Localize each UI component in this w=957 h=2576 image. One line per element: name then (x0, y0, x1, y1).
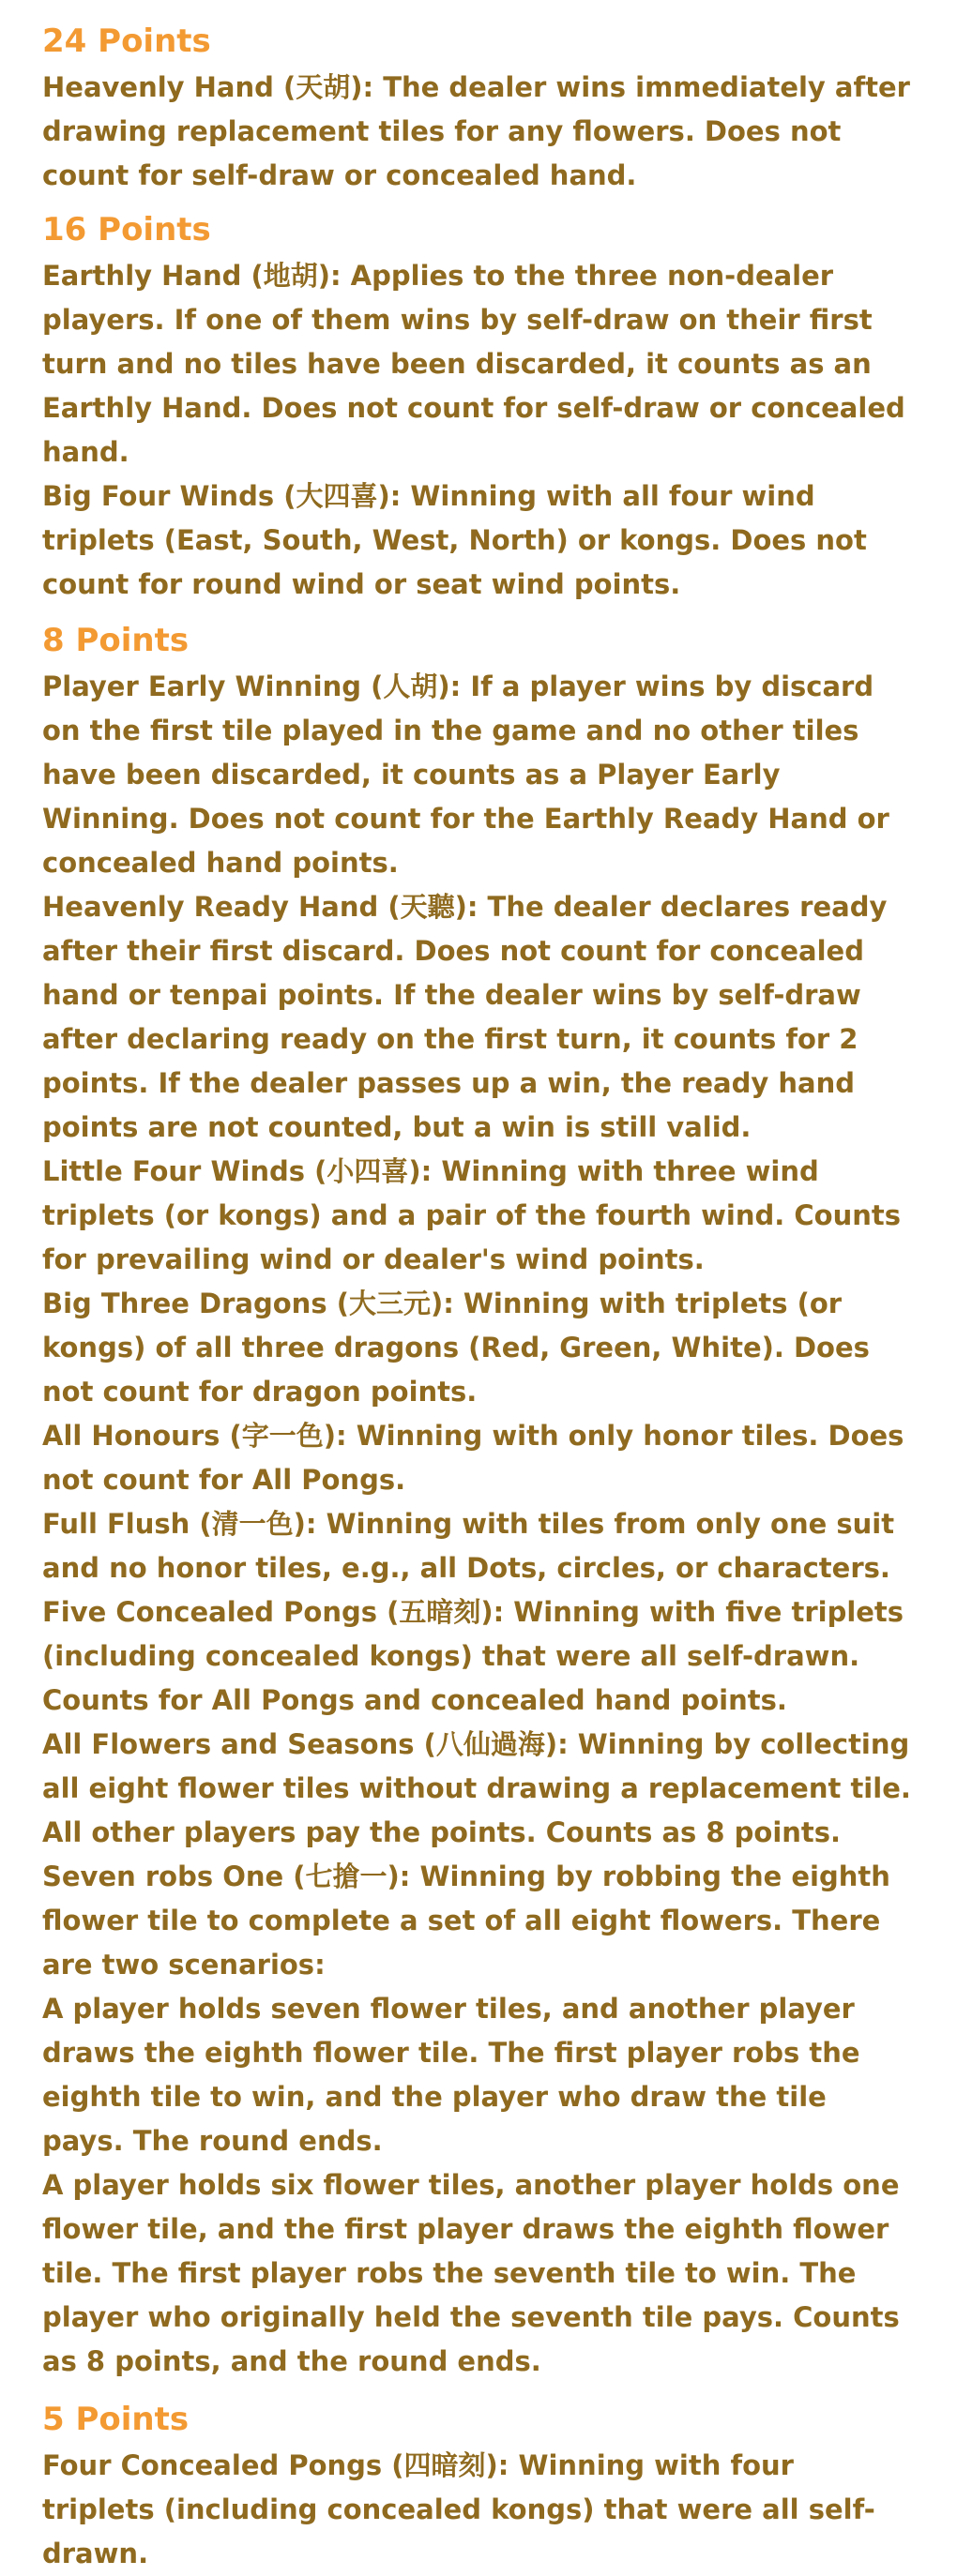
rule-all-flowers-and-seasons: All Flowers and Seasons (八仙過海): Winning by collecting all eight flower tiles without drawing a replacement tile. All other players pay the points. Counts as 8 points. (42, 1728, 911, 1848)
rule-seven-robs-one: Seven robs One (七搶一): Winning by robbing the eighth flower tile to complete a set of all eight flowers. There are two scenarios: (42, 1860, 890, 1981)
rule-seven-robs-one-scenario-1: A player holds seven flower tiles, and another player draws the eighth flower tile. The first player robs the eighth tile to win, and the player who draw the tile pays. The round ends. (42, 1993, 860, 2157)
rule-heavenly-hand: Heavenly Hand (天胡): The dealer wins immediately after drawing replacement tiles for any flowers. Does not count for self-draw or concealed hand. (42, 71, 910, 191)
rule-big-three-dragons: Big Three Dragons (大三元): Winning with triplets (or kongs) of all three dragons (Red, Green, White). Does not count for dragon points. (42, 1288, 870, 1408)
rule-four-concealed-pongs: Four Concealed Pongs (四暗刻): Winning with four triplets (including concealed kongs) that were all self-drawn. (42, 2449, 875, 2569)
rule-little-four-winds: Little Four Winds (小四喜): Winning with three wind triplets (or kongs) and a pair of the fourth wind. Counts for prevailing wind or dealer's wind points. (42, 1155, 901, 1275)
section-heading-5-points: 5 Points (42, 2401, 190, 2438)
rule-earthly-hand: Earthly Hand (地胡): Applies to the three non-dealer players. If one of them wins by self-draw on their first turn and no tiles have been discarded, it counts as an Earthly Hand. Does not count for self-draw or concealed hand. (42, 260, 905, 468)
rule-heavenly-ready-hand: Heavenly Ready Hand (天聽): The dealer declares ready after their first discard. Does not count for concealed hand or tenpai points. If the dealer wins by self-draw after declaring ready on the first turn, it counts for 2 points. If the dealer passes up a win, the ready hand points are not counted, but a win is still valid. (42, 891, 888, 1143)
section-heading-24-points: 24 Points (42, 23, 211, 60)
section-body-8-points (42, 665, 915, 2384)
section-body-16-points (42, 254, 915, 607)
rule-seven-robs-one-scenario-2: A player holds six flower tiles, another player holds one flower tile, and the first player draws the eighth flower tile. The first player robs the seventh tile to win. The player who originally held the seventh tile pays. Counts as 8 points, and the round ends. (42, 2169, 900, 2377)
section-heading-16-points: 16 Points (42, 211, 211, 249)
rule-player-early-winning: Player Early Winning (人胡): If a player wins by discard on the first tile played in the game and no other tiles have been discarded, it counts as a Player Early Winning. Does not count for the Earthly Ready Hand or concealed hand points. (42, 670, 889, 879)
rule-five-concealed-pongs: Five Concealed Pongs (五暗刻): Winning with five triplets (including concealed kongs) that were all self-drawn. Counts for All Pongs and concealed hand points. (42, 1596, 904, 1716)
section-heading-8-points: 8 Points (42, 622, 190, 659)
section-body-24-points (42, 66, 915, 198)
rule-all-honours: All Honours (字一色): Winning with only honor tiles. Does not count for All Pongs. (42, 1420, 904, 1496)
rule-big-four-winds: Big Four Winds (大四喜): Winning with all four wind triplets (East, South, West, North) or kongs. Does not count for round wind or seat wind points. (42, 480, 867, 600)
section-body-5-points (42, 2444, 915, 2576)
rule-full-flush: Full Flush (清一色): Winning with tiles from only one suit and no honor tiles, e.g., all Dots, circles, or characters. (42, 1508, 895, 1584)
